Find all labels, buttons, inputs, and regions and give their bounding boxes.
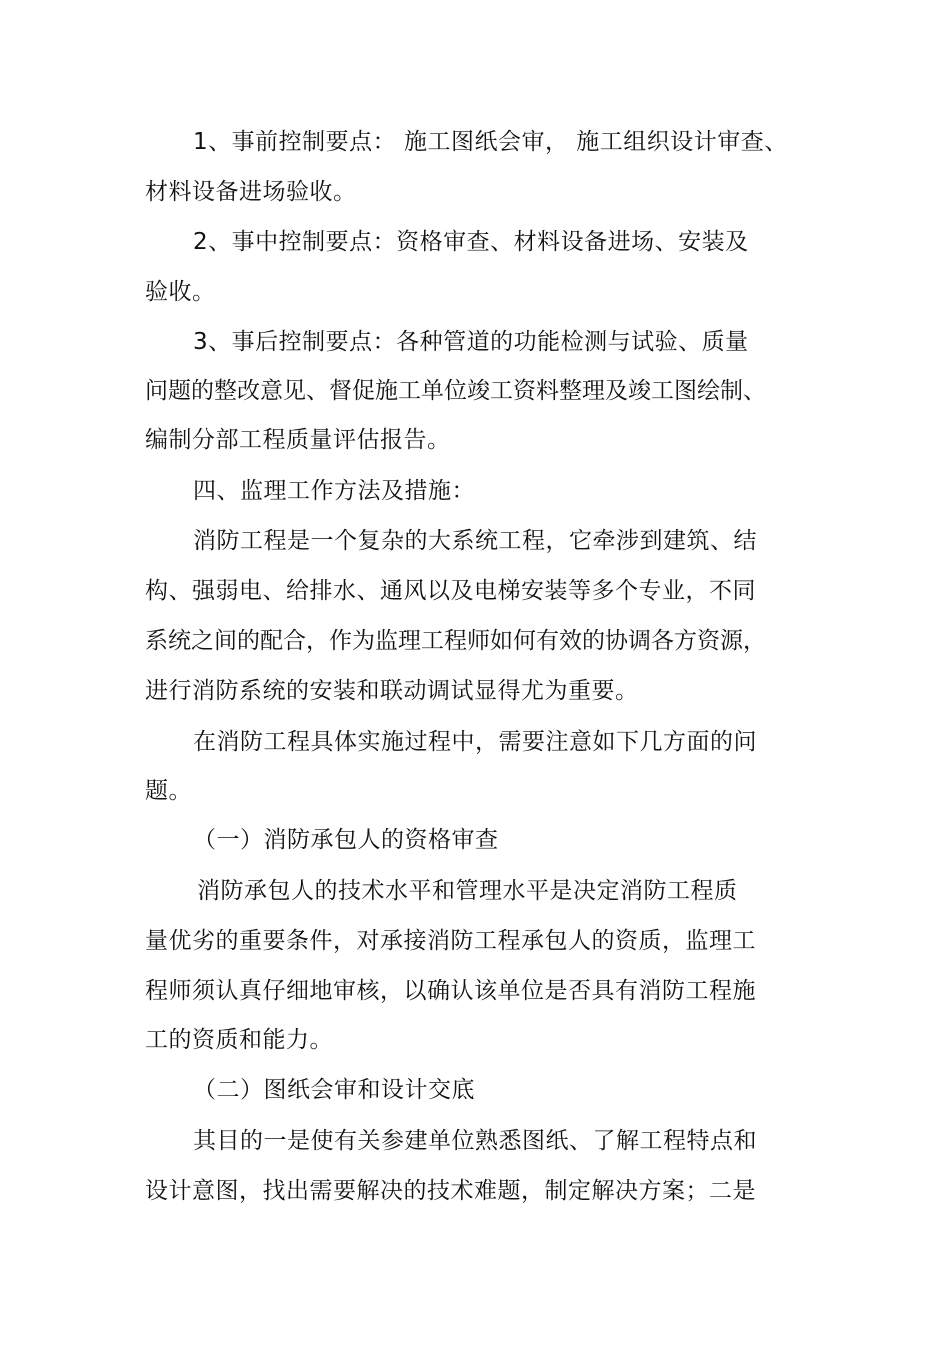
paragraph-line: 程师须认真仔细地审核，以确认该单位是否具有消防工程施: [145, 978, 756, 1004]
subsection-heading-two: （二）图纸会审和设计交底: [193, 1077, 475, 1103]
subsection-heading-one: （一）消防承包人的资格审查: [193, 827, 499, 853]
paragraph-line: 其目的一是使有关参建单位熟悉图纸、了解工程特点和: [193, 1128, 757, 1154]
paragraph-line: 量优劣的重要条件，对承接消防工程承包人的资质，监理工: [145, 928, 756, 954]
paragraph-line: 系统之间的配合，作为监理工程师如何有效的协调各方资源，: [145, 628, 766, 654]
paragraph-line: 材料设备进场验收。: [145, 179, 357, 205]
paragraph-line: 进行消防系统的安装和联动调试显得尤为重要。: [145, 678, 639, 704]
paragraph-line: 设计意图，找出需要解决的技术难题，制定解决方案；二是: [145, 1178, 756, 1204]
paragraph-line: 消防承包人的技术水平和管理水平是决定消防工程质: [197, 878, 738, 904]
paragraph-line: 验收。: [145, 279, 216, 305]
paragraph-line-pre-control: 1、事前控制要点： 施工图纸会审， 施工组织设计审查、: [193, 129, 788, 155]
paragraph-line: 在消防工程具体实施过程中，需要注意如下几方面的问: [193, 729, 757, 755]
paragraph-line: 消防工程是一个复杂的大系统工程，它牵涉到建筑、结: [193, 528, 757, 554]
paragraph-line: 问题的整改意见、督促施工单位竣工资料整理及竣工图绘制、: [145, 378, 766, 404]
section-heading-four: 四、监理工作方法及措施：: [193, 478, 475, 504]
paragraph-line: 题。: [145, 778, 192, 804]
paragraph-line: 构、强弱电、给排水、通风以及电梯安装等多个专业，不同: [145, 578, 756, 604]
paragraph-line: 编制分部工程质量评估报告。: [145, 427, 451, 453]
paragraph-line-post-control: 3、事后控制要点：各种管道的功能检测与试验、质量: [193, 329, 749, 355]
paragraph-line: 工的资质和能力。: [145, 1027, 333, 1053]
paragraph-line-mid-control: 2、事中控制要点：资格审查、材料设备进场、安装及: [193, 229, 749, 255]
